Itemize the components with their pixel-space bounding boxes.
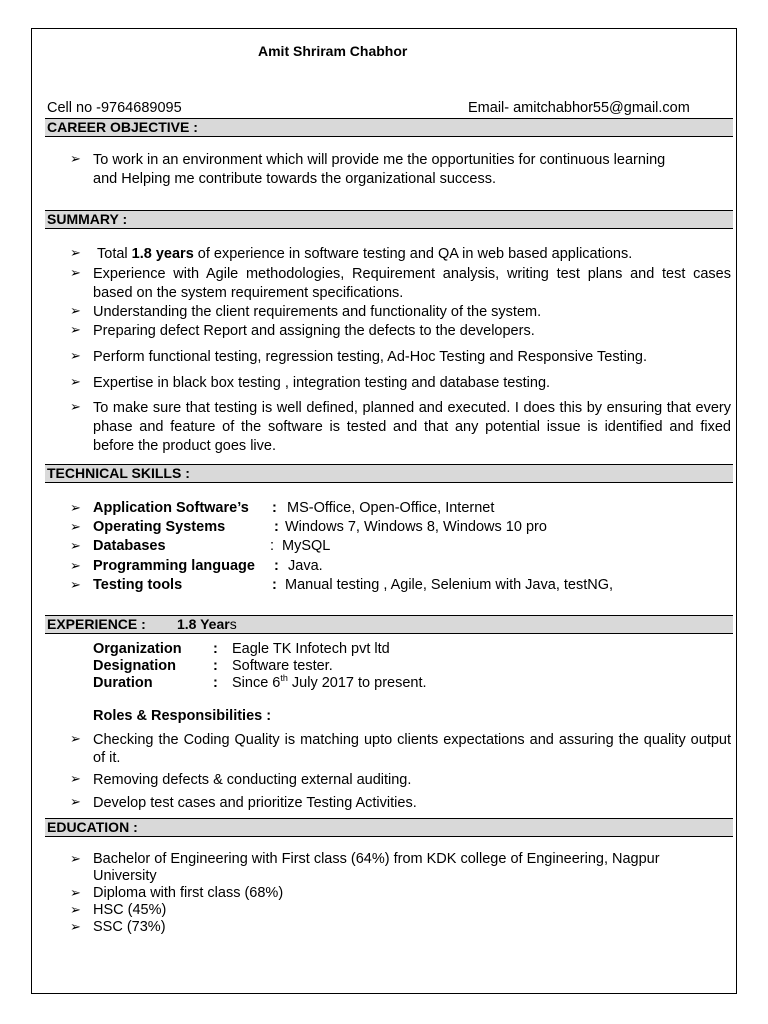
education-text: SSC (73%)	[93, 919, 166, 935]
skill-label: Application Software’s	[93, 500, 249, 516]
skill-separator: :	[272, 577, 277, 593]
skill-value: MS-Office, Open-Office, Internet	[287, 500, 495, 516]
roles-heading: Roles & Responsibilities :	[93, 708, 272, 724]
bullet-arrow-icon: ➢	[70, 577, 81, 592]
bullet-arrow-icon: ➢	[70, 303, 81, 318]
skill-separator: :	[274, 558, 279, 574]
skill-value: MySQL	[282, 538, 331, 554]
designation-value: Software tester.	[232, 658, 333, 674]
education-line-2: University	[93, 868, 157, 884]
role-text: Checking the Coding Quality is matching upto clients expectations and assuring the quality output of it.	[93, 732, 731, 766]
skill-separator: :	[272, 500, 277, 516]
summary-bold: 1.8 years	[131, 246, 194, 262]
summary-text: Experience with Agile methodologies, Requirement analysis, writing test plans and test cases based on the system requirement specifications.	[93, 266, 731, 301]
technical-skills-heading: TECHNICAL SKILLS :	[45, 464, 733, 483]
summary-text: To make sure that testing is well defined, planned and executed. I does this by ensuring that every phase and feature of the software is tested and that any potential issue is identified and fixed before the product goes live.	[93, 400, 731, 454]
experience-heading: EXPERIENCE :	[47, 616, 146, 632]
bullet-arrow-icon: ➢	[70, 731, 81, 746]
summary-text: Understanding the client requirements and functionality of the system.	[93, 304, 542, 320]
designation-separator: :	[213, 658, 218, 674]
summary-heading: SUMMARY :	[45, 210, 733, 229]
experience-heading-bar	[45, 615, 733, 634]
skill-value: Windows 7, Windows 8, Windows 10 pro	[285, 519, 547, 535]
role-text: Develop test cases and prioritize Testing Activities.	[93, 795, 417, 811]
duration-value: Since 6	[232, 675, 281, 691]
objective-line-1: To work in an environment which will provide me the opportunities for continuous learning	[93, 152, 666, 168]
skill-label: Programming language	[93, 558, 255, 574]
bullet-arrow-icon: ➢	[70, 851, 81, 866]
bullet-arrow-icon: ➢	[70, 538, 81, 553]
duration-value-rest: July 2017 to present.	[287, 675, 427, 691]
org-label: Organization	[93, 641, 182, 657]
summary-text: of experience in software testing and QA in web based applications.	[193, 246, 633, 262]
email-address: Email- amitchabhor55@gmail.com	[468, 100, 690, 116]
education-line-1: Bachelor of Engineering with First class (64%) from KDK college of Engineering, Nagpur	[93, 851, 660, 867]
org-value: Eagle TK Infotech pvt ltd	[232, 641, 390, 657]
career-objective-heading: CAREER OBJECTIVE :	[45, 118, 733, 137]
summary-text: Perform functional testing, regression testing, Ad-Hoc Testing and Responsive Testing.	[93, 349, 647, 365]
objective-line-2: and Helping me contribute towards the organizational success.	[93, 171, 497, 187]
bullet-arrow-icon: ➢	[70, 902, 81, 917]
skill-label: Operating Systems	[93, 519, 226, 535]
summary-text: Total	[97, 246, 132, 262]
org-separator: :	[213, 641, 218, 657]
education-text: Diploma with first class (68%)	[93, 885, 284, 901]
bullet-arrow-icon: ➢	[70, 151, 81, 166]
bullet-arrow-icon: ➢	[70, 399, 81, 414]
summary-text: Expertise in black box testing , integration testing and database testing.	[93, 375, 551, 391]
duration-label: Duration	[93, 675, 153, 691]
bullet-arrow-icon: ➢	[70, 500, 81, 515]
bullet-arrow-icon: ➢	[70, 558, 81, 573]
bullet-arrow-icon: ➢	[70, 919, 81, 934]
candidate-name: Amit Shriram Chabhor	[258, 43, 408, 59]
role-text: Removing defects & conducting external auditing.	[93, 772, 412, 788]
skill-separator: :	[274, 519, 279, 535]
bullet-arrow-icon: ➢	[70, 519, 81, 534]
bullet-arrow-icon: ➢	[70, 374, 81, 389]
designation-label: Designation	[93, 658, 176, 674]
skill-label: Testing tools	[93, 577, 183, 593]
education-text: HSC (45%)	[93, 902, 167, 918]
duration-ordinal: th	[280, 673, 288, 684]
bullet-arrow-icon: ➢	[70, 885, 81, 900]
bullet-arrow-icon: ➢	[70, 348, 81, 363]
bullet-arrow-icon: ➢	[70, 794, 81, 809]
bullet-arrow-icon: ➢	[70, 245, 81, 260]
skill-label: Databases	[93, 538, 166, 554]
bullet-arrow-icon: ➢	[70, 771, 81, 786]
bullet-arrow-icon: ➢	[70, 265, 81, 280]
education-heading: EDUCATION :	[45, 818, 733, 837]
summary-text: Preparing defect Report and assigning the defects to the developers.	[93, 323, 535, 339]
skill-value: Java.	[288, 558, 323, 574]
skill-value: Manual testing , Agile, Selenium with Java, testNG,	[285, 577, 614, 593]
experience-years: 1.8 Year	[177, 616, 230, 632]
bullet-arrow-icon: ➢	[70, 322, 81, 337]
cell-number: Cell no -9764689095	[47, 100, 182, 116]
duration-separator: :	[213, 675, 218, 691]
skill-separator: :	[270, 538, 275, 554]
experience-years-suffix: s	[229, 616, 237, 632]
